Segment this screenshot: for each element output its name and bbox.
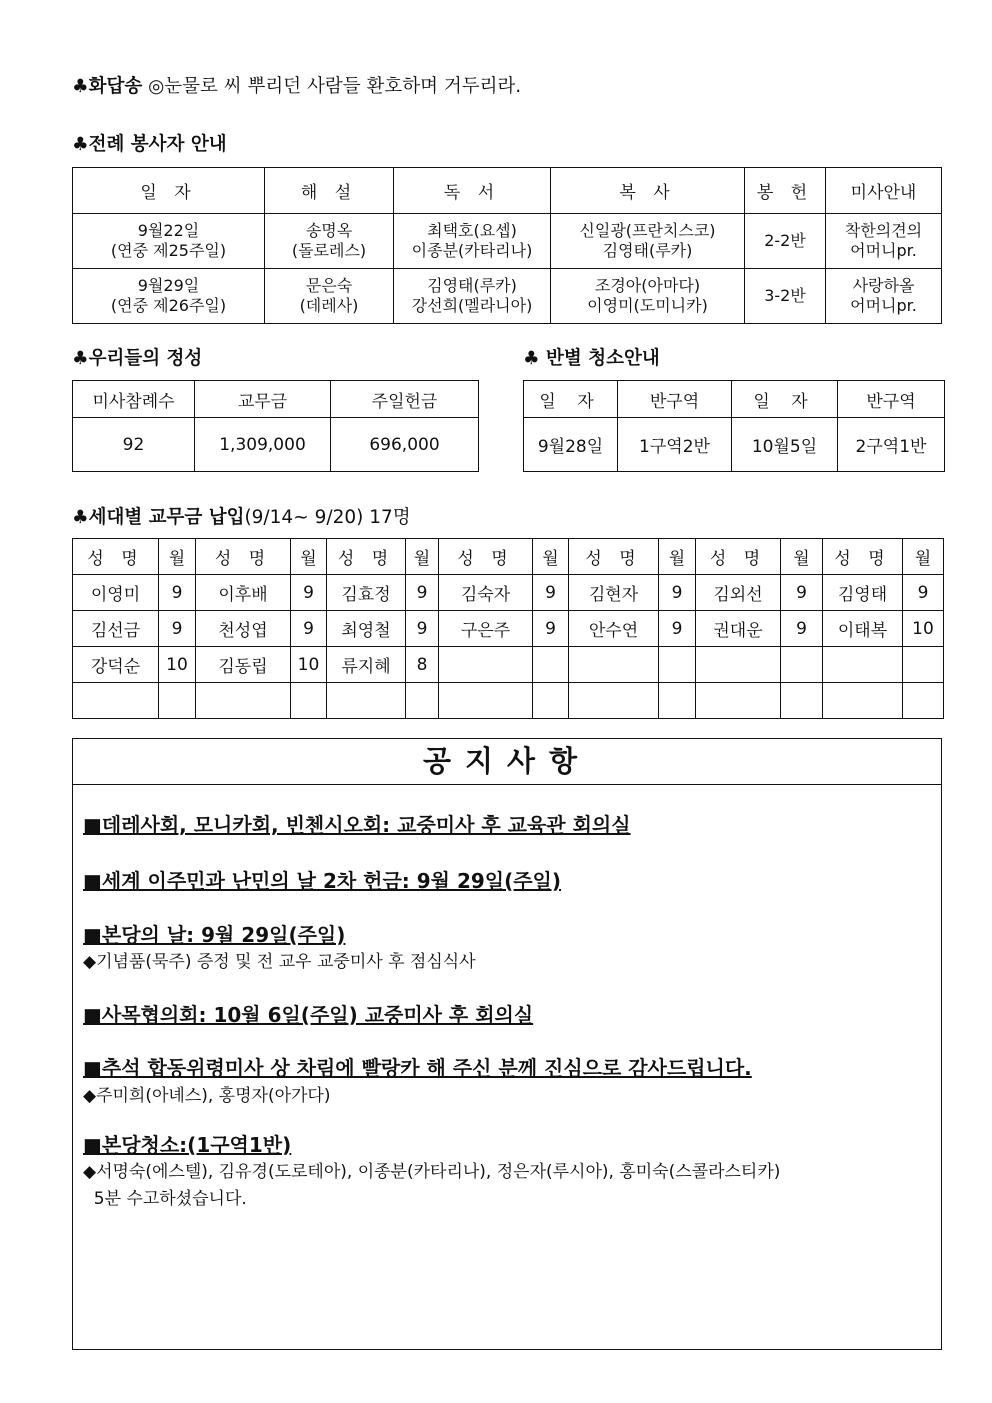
header-date: 일 자 <box>73 168 265 214</box>
header-date: 일 자 <box>732 381 838 418</box>
cell-name: 김숙자 <box>439 575 533 611</box>
cell-name <box>823 683 903 719</box>
cell-month <box>291 683 327 719</box>
offerings-row <box>73 418 479 472</box>
cleaning-table <box>523 380 945 472</box>
cell-name: 김외선 <box>696 575 781 611</box>
cell-month <box>903 683 944 719</box>
header-guide: 미사안내 <box>826 168 942 214</box>
generation-title <box>72 503 411 529</box>
notice-item-heading: ■사목협의회: 10월 6일(주일) 교중미사 후 회의실 <box>83 1003 534 1027</box>
offerings-title: ♣우리들의 정성 <box>72 348 203 369</box>
generation-body <box>73 539 944 719</box>
cell-guide: 사랑하올 어머니pr. <box>826 269 942 324</box>
cell-name: 김효정 <box>327 575 406 611</box>
header-month: 월 <box>159 539 196 575</box>
cell-month: 9 <box>406 611 439 647</box>
offerings-header-row <box>73 381 479 418</box>
notice-item-heading: ■세계 이주민과 난민의 날 2차 헌금: 9월 29일(주일) <box>83 869 562 893</box>
header-name: 성 명 <box>823 539 903 575</box>
cell-month: 8 <box>406 647 439 683</box>
header-offering: 봉 헌 <box>745 168 826 214</box>
servers-table <box>72 167 942 324</box>
cell-commentary: 송명옥 (돌로레스) <box>265 214 394 269</box>
cell-name <box>696 647 781 683</box>
cell-name: 천성엽 <box>196 611 291 647</box>
cell-month <box>533 683 569 719</box>
cell-name: 이영미 <box>73 575 159 611</box>
cell-date: 9월28일 <box>524 418 618 472</box>
header-name: 성 명 <box>196 539 291 575</box>
generation-title-rest: (9/14~ 9/20) 17명 <box>244 507 411 528</box>
cell-month: 10 <box>159 647 196 683</box>
cell-month: 9 <box>781 575 823 611</box>
cell-month <box>659 647 696 683</box>
cell-guide: 착한의견의 어머니pr. <box>826 214 942 269</box>
cell-name: 최영철 <box>327 611 406 647</box>
header-name: 성 명 <box>73 539 159 575</box>
header-zone: 반구역 <box>838 381 945 418</box>
cell-name: 권대운 <box>696 611 781 647</box>
cell-date: 9월29일 (연중 제26주일) <box>73 269 265 324</box>
cell-month <box>659 683 696 719</box>
notice-item-detail: ◆주미희(아녜스), 홍명자(아가다) <box>83 1086 331 1106</box>
generation-title-bold: ♣세대별 교무금 납입 <box>72 507 245 528</box>
cell-month: 9 <box>159 575 196 611</box>
cell-month: 10 <box>903 611 944 647</box>
generation-row <box>73 575 944 611</box>
cell-dues: 1,309,000 <box>195 418 331 472</box>
header-zone: 반구역 <box>618 381 732 418</box>
cell-month <box>533 647 569 683</box>
cell-offering: 2-2반 <box>745 214 826 269</box>
notice-box <box>72 738 942 1350</box>
header-month: 월 <box>903 539 944 575</box>
cell-month: 9 <box>291 611 327 647</box>
header-sunday-offering: 주일헌금 <box>331 381 479 418</box>
cleaning-row <box>524 418 945 472</box>
cell-name <box>696 683 781 719</box>
cell-name: 류지혜 <box>327 647 406 683</box>
cell-name <box>569 647 659 683</box>
notice-title: 공지사항 <box>73 739 941 785</box>
cell-date: 9월22일 (연중 제25주일) <box>73 214 265 269</box>
gradual-text: ◎눈물로 씨 뿌리던 사람들 환호하며 거두리라. <box>142 76 522 97</box>
cell-month: 9 <box>659 575 696 611</box>
generation-row <box>73 611 944 647</box>
generation-header-row <box>73 539 944 575</box>
cell-month <box>903 647 944 683</box>
cell-month: 9 <box>781 611 823 647</box>
cell-offering: 3-2반 <box>745 269 826 324</box>
cell-month <box>159 683 196 719</box>
header-readers: 독 서 <box>394 168 551 214</box>
header-month: 월 <box>291 539 327 575</box>
cell-month: 9 <box>533 575 569 611</box>
cell-name: 이후배 <box>196 575 291 611</box>
cell-name: 강덕순 <box>73 647 159 683</box>
notice-item-detail: ◆서명숙(에스텔), 김유경(도로테아), 이종분(카타리나), 정은자(루시아), 홍미숙(스콜라스티카) <box>83 1162 781 1182</box>
cleaning-header-row <box>524 381 945 418</box>
cell-month: 9 <box>291 575 327 611</box>
notice-item-detail: ◆기념품(묵주) 증정 및 전 교우 교중미사 후 점심식사 <box>83 952 476 972</box>
cell-name <box>196 683 291 719</box>
servers-row <box>73 269 942 324</box>
cell-month: 9 <box>903 575 944 611</box>
cell-name: 김현자 <box>569 575 659 611</box>
cell-month: 9 <box>533 611 569 647</box>
header-month: 월 <box>659 539 696 575</box>
cell-altar: 조경아(아마다) 이영미(도미니카) <box>551 269 745 324</box>
cell-readers: 최택호(요셉) 이종분(카타리나) <box>394 214 551 269</box>
cell-name <box>73 683 159 719</box>
cell-name <box>569 683 659 719</box>
cell-sunday-offering: 696,000 <box>331 418 479 472</box>
generation-row <box>73 647 944 683</box>
cell-zone: 1구역2반 <box>618 418 732 472</box>
servers-header-row <box>73 168 942 214</box>
generation-table <box>72 538 944 719</box>
gradual-label: ♣화답송 <box>72 76 143 97</box>
header-altar: 복 사 <box>551 168 745 214</box>
header-name: 성 명 <box>569 539 659 575</box>
cell-name: 안수연 <box>569 611 659 647</box>
cell-name: 김영태 <box>823 575 903 611</box>
servers-row <box>73 214 942 269</box>
cell-name <box>439 647 533 683</box>
header-commentary: 해 설 <box>265 168 394 214</box>
cell-month: 9 <box>159 611 196 647</box>
cell-month <box>406 683 439 719</box>
header-date: 일 자 <box>524 381 618 418</box>
header-attendance: 미사참례수 <box>73 381 195 418</box>
cell-name: 김동립 <box>196 647 291 683</box>
cell-altar: 신일광(프란치스코) 김영태(루카) <box>551 214 745 269</box>
notice-item-detail: 5분 수고하셨습니다. <box>83 1189 247 1209</box>
servers-title: ♣전례 봉사자 안내 <box>72 134 227 155</box>
cell-name: 구은주 <box>439 611 533 647</box>
notice-item-heading: ■데레사회, 모니카회, 빈첸시오회: 교중미사 후 교육관 회의실 <box>83 813 631 837</box>
cell-zone: 2구역1반 <box>838 418 945 472</box>
cleaning-title: ♣ 반별 청소안내 <box>523 348 660 369</box>
cell-date: 10월5일 <box>732 418 838 472</box>
cell-attendance: 92 <box>73 418 195 472</box>
notice-item-heading: ■본당청소:(1구역1반) <box>83 1133 292 1157</box>
cell-month <box>781 683 823 719</box>
gradual-line <box>72 72 521 98</box>
cell-name: 김선금 <box>73 611 159 647</box>
header-month: 월 <box>406 539 439 575</box>
header-month: 월 <box>781 539 823 575</box>
cell-name <box>823 647 903 683</box>
cell-month <box>781 647 823 683</box>
generation-row <box>73 683 944 719</box>
cell-month: 10 <box>291 647 327 683</box>
cell-readers: 김영태(루카) 강선희(멜라니아) <box>394 269 551 324</box>
header-name: 성 명 <box>439 539 533 575</box>
cell-name <box>439 683 533 719</box>
header-dues: 교무금 <box>195 381 331 418</box>
offerings-table <box>72 380 479 472</box>
notice-item-heading: ■추석 합동위령미사 상 차림에 빨랑카 해 주신 분께 진심으로 감사드립니다. <box>83 1056 752 1080</box>
header-name: 성 명 <box>327 539 406 575</box>
cell-name <box>327 683 406 719</box>
notice-item-heading: ■본당의 날: 9월 29일(주일) <box>83 923 346 947</box>
cell-commentary: 문은숙 (데레사) <box>265 269 394 324</box>
cell-name: 이태복 <box>823 611 903 647</box>
header-month: 월 <box>533 539 569 575</box>
header-name: 성 명 <box>696 539 781 575</box>
cell-month: 9 <box>659 611 696 647</box>
cell-month: 9 <box>406 575 439 611</box>
